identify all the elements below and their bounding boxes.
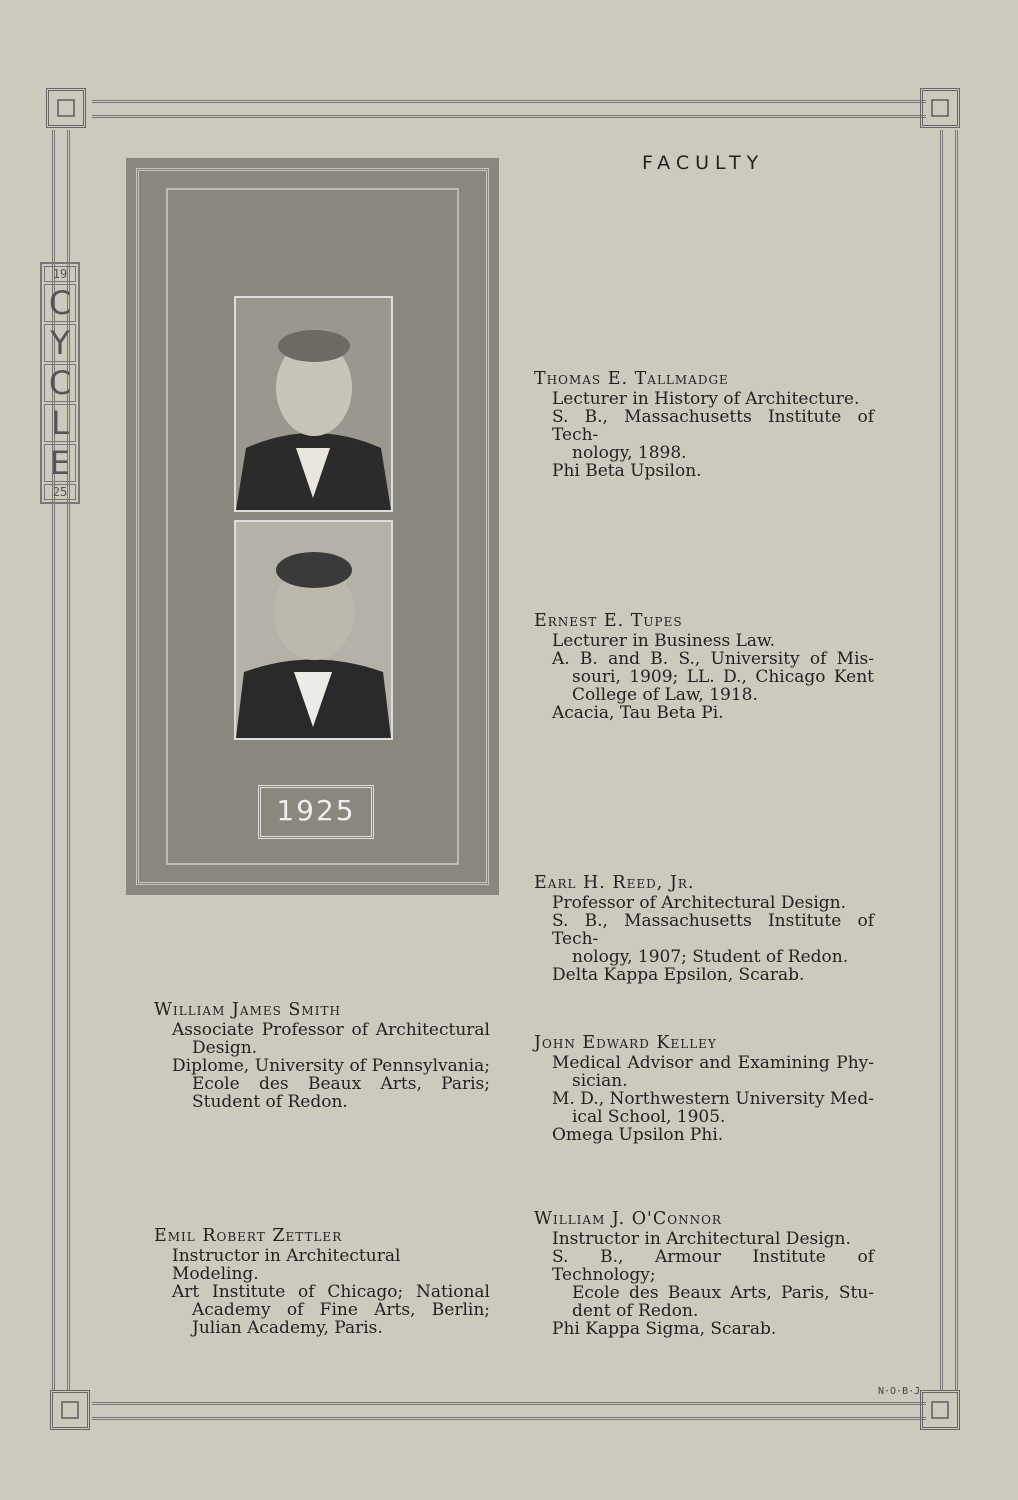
portrait-photo-top: [234, 296, 393, 512]
entry-line: Ecole des Beaux Arts, Paris, Stu-: [572, 1283, 874, 1303]
entry-line: S. B., Massachusetts Institute of Tech-: [552, 407, 874, 445]
printer-mark: N·O·B·J: [878, 1386, 921, 1397]
entry-line: ical School, 1905.: [572, 1107, 726, 1127]
faculty-name: William James Smith: [154, 1000, 341, 1020]
entry-line: Associate Professor of Architectural: [172, 1020, 490, 1040]
entry-line: Instructor in Architectural Design.: [552, 1229, 851, 1249]
corner-ornament-bottom-right: [920, 1390, 960, 1430]
entry-line: Julian Academy, Paris.: [192, 1318, 383, 1338]
right-border: [940, 130, 958, 1390]
entry-line: Student of Redon.: [192, 1092, 348, 1112]
faculty-name: John Edward Kelley: [534, 1033, 717, 1053]
entry-line: Design.: [192, 1038, 258, 1058]
bottom-border: [92, 1402, 926, 1420]
faculty-name: Emil Robert Zettler: [154, 1226, 343, 1246]
faculty-name: Earl H. Reed, Jr.: [534, 873, 695, 893]
entry-line: Ecole des Beaux Arts, Paris;: [192, 1074, 490, 1094]
corner-ornament-bottom-left: [50, 1390, 90, 1430]
entry-line: nology, 1898.: [572, 443, 687, 463]
faculty-entry-kelley: [534, 1034, 874, 1144]
entry-line: Omega Upsilon Phi.: [552, 1125, 724, 1145]
entry-line: Diplome, University of Pennsylvania;: [172, 1056, 490, 1076]
side-tab-letter: Y: [44, 324, 76, 362]
page-title: FACULTY: [642, 152, 765, 174]
entry-line: Lecturer in History of Architecture.: [552, 389, 860, 409]
entry-line: Academy of Fine Arts, Berlin;: [192, 1300, 490, 1320]
faculty-name: Ernest E. Tupes: [534, 611, 683, 631]
entry-line: Acacia, Tau Beta Pi.: [552, 703, 724, 723]
entry-line: S. B., Massachusetts Institute of Tech-: [552, 911, 874, 949]
entry-line: M. D., Northwestern University Med-: [552, 1089, 874, 1109]
entry-line: Instructor in Architectural Modeling.: [172, 1246, 401, 1284]
entry-line: Medical Advisor and Examining Phy-: [552, 1053, 874, 1073]
panel-year-badge: 1925: [258, 785, 374, 839]
corner-ornament-top-left: [46, 88, 86, 128]
entry-line: souri, 1909; LL. D., Chicago Kent: [572, 667, 874, 687]
entry-line: A. B. and B. S., University of Mis-: [552, 649, 874, 669]
side-tab-letter: C: [44, 364, 76, 402]
side-tab-letter: C: [44, 284, 76, 322]
faculty-name: William J. O'Connor: [534, 1209, 722, 1229]
faculty-entry-smith: [154, 1001, 490, 1111]
entry-line: nology, 1907; Student of Redon.: [572, 947, 849, 967]
entry-line: Professor of Architectural Design.: [552, 893, 846, 913]
entry-line: Phi Beta Upsilon.: [552, 461, 702, 481]
entry-line: dent of Redon.: [572, 1301, 699, 1321]
side-tab-year-bottom: 25: [44, 484, 76, 500]
entry-line: sician.: [572, 1071, 628, 1091]
faculty-entry-tallmadge: [534, 370, 874, 480]
side-tab-letter: E: [44, 444, 76, 482]
top-border: [92, 100, 926, 118]
side-tab-letter: L: [44, 404, 76, 442]
side-tab-year-top: 19: [44, 266, 76, 282]
entry-line: Lecturer in Business Law.: [552, 631, 775, 651]
portrait-photo-bottom: [234, 520, 393, 740]
faculty-entry-zettler: [154, 1227, 490, 1337]
faculty-name: Thomas E. Tallmadge: [534, 369, 729, 389]
corner-ornament-top-right: [920, 88, 960, 128]
faculty-entry-tupes: [534, 612, 874, 722]
entry-line: College of Law, 1918.: [572, 685, 758, 705]
entry-line: Delta Kappa Epsilon, Scarab.: [552, 965, 805, 985]
entry-line: Art Institute of Chicago; National: [172, 1282, 490, 1302]
entry-line: Phi Kappa Sigma, Scarab.: [552, 1319, 777, 1339]
side-tab: [40, 262, 80, 504]
entry-line: S. B., Armour Institute of Technology;: [552, 1247, 874, 1285]
faculty-entry-oconnor: [534, 1210, 874, 1338]
faculty-entry-reed: [534, 874, 874, 984]
